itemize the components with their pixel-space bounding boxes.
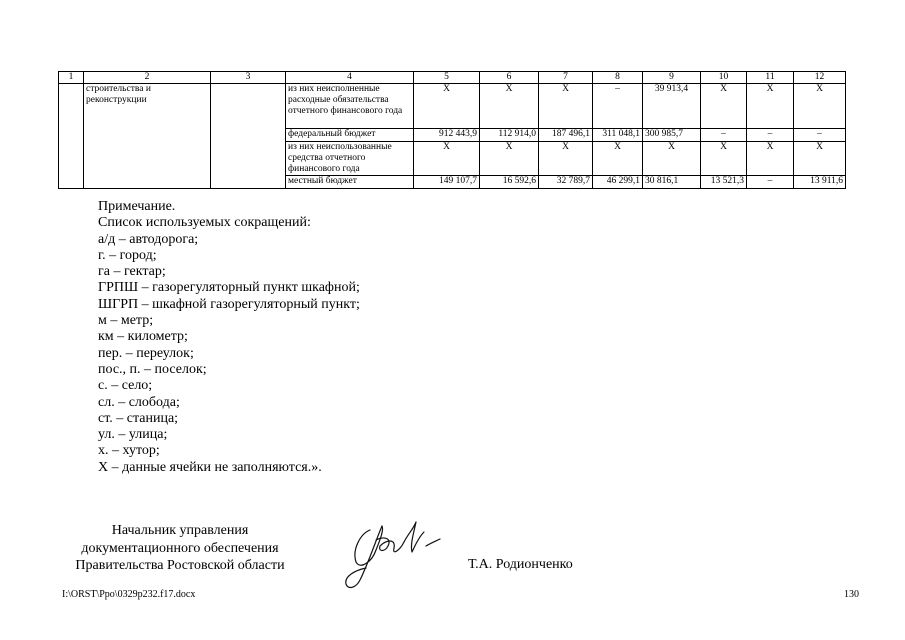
note-line: пос., п. – поселок; [98,361,207,377]
value-cell: X [539,84,593,129]
file-path: I:\ORST\Ppo\0329p232.f17.docx [62,589,196,600]
value-cell: – [593,84,643,129]
value-cell: 13 521,3 [701,176,747,189]
value-cell: 16 592,6 [480,176,539,189]
value-cell: X [794,142,846,176]
value-cell: 30 816,1 [643,176,701,189]
note-line: ШГРП – шкафной газорегуляторный пункт; [98,296,360,312]
note-line: сл. – слобода; [98,394,180,410]
row-description: из них неисполненные расходные обязательства отчетного финансового года [286,84,414,129]
budget-table [58,71,846,189]
row-description: из них неиспользованные средства отчетного финансового года [286,142,414,176]
value-cell: X [794,84,846,129]
value-cell: – [747,129,794,142]
note-heading: Примечание. [98,199,176,214]
row-description: федеральный бюджет [286,129,414,142]
table-cell [59,84,84,189]
note-line: км – километр; [98,329,188,345]
note-line: Список используемых сокращений: [98,215,311,231]
value-cell: 39 913,4 [643,84,701,129]
note-line: м – метр; [98,313,154,329]
header-cell: 12 [794,72,846,84]
note-line: Х – данные ячейки не заполняются.». [98,459,322,475]
value-cell: 112 914,0 [480,129,539,142]
note-line: с. – село; [98,378,153,394]
header-cell: 1 [59,72,84,84]
value-cell: 311 048,1 [593,129,643,142]
signer-name: Т.А. Родионченко [468,557,573,572]
note-line: пер. – переулок; [98,345,194,361]
note-line: а/д – автодорога; [98,231,199,247]
table-body [59,72,846,189]
note-line: х. – хутор; [98,443,160,459]
value-cell: 912 443,9 [414,129,480,142]
note-line: ул. – улица; [98,427,168,443]
value-cell: X [747,84,794,129]
position-line: документационного обеспечения [81,540,279,556]
table-row [59,84,846,129]
value-cell: X [701,142,747,176]
value-cell: 187 496,1 [539,129,593,142]
header-cell: 4 [286,72,414,84]
value-cell: X [414,142,480,176]
header-cell: 6 [480,72,539,84]
note-line: га – гектар; [98,264,166,280]
position-line: Правительства Ростовской области [75,558,285,573]
header-cell: 3 [211,72,286,84]
value-cell: 149 107,7 [414,176,480,189]
value-cell: – [701,129,747,142]
header-cell: 11 [747,72,794,84]
category-cell: строительства и реконструкции [84,84,211,189]
note-line: ГРПШ – газорегуляторный пункт шкафной; [98,280,360,296]
value-cell: X [414,84,480,129]
value-cell: X [480,84,539,129]
abbreviations-note [98,199,360,476]
handwritten-signature [330,510,450,595]
note-line: ст. – станица; [98,410,179,426]
value-cell: – [794,129,846,142]
header-cell: 8 [593,72,643,84]
note-line: г. – город; [98,247,157,263]
header-cell: 2 [84,72,211,84]
value-cell: X [701,84,747,129]
value-cell: 32 789,7 [539,176,593,189]
value-cell: – [747,176,794,189]
value-cell: X [539,142,593,176]
value-cell: 13 911,6 [794,176,846,189]
value-cell: X [593,142,643,176]
value-cell: 300 985,7 [643,129,701,142]
value-cell: X [747,142,794,176]
row-description: местный бюджет [286,176,414,189]
value-cell: 46 299,1 [593,176,643,189]
header-cell: 5 [414,72,480,84]
value-cell: X [480,142,539,176]
header-cell: 9 [643,72,701,84]
header-cell: 10 [701,72,747,84]
value-cell: X [643,142,701,176]
signatory-position [58,522,302,575]
page-number: 130 [844,589,859,600]
table-cell [211,84,286,189]
position-line: Начальник управления [111,523,249,538]
table-header-row [59,72,846,84]
header-cell: 7 [539,72,593,84]
